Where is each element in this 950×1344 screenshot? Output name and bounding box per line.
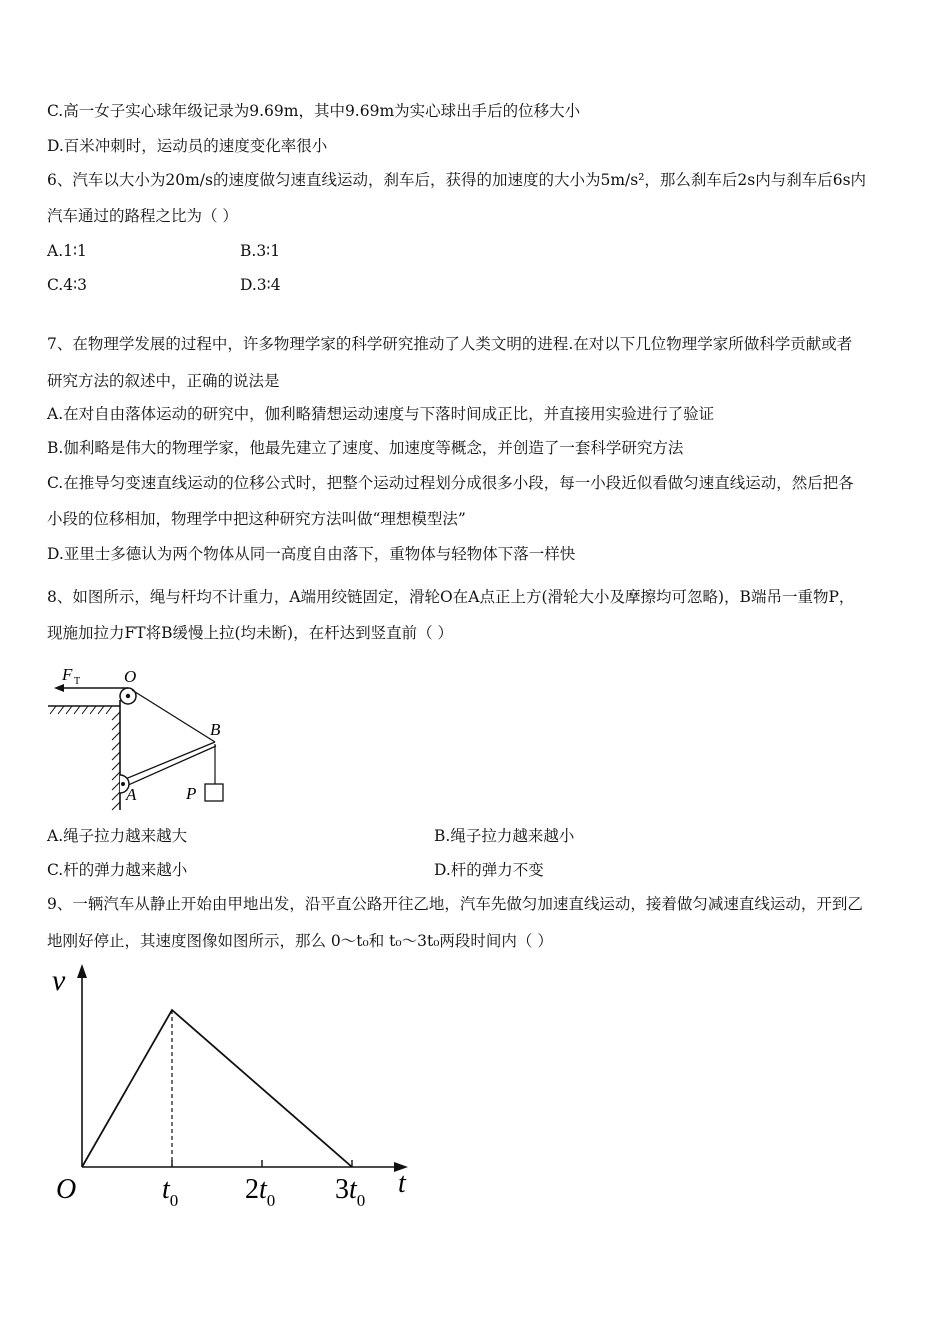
q9-stem-line1: 9、一辆汽车从静止开始由甲地出发，沿平直公路开往乙地，汽车先做匀加速直线运动，接着做匀减速直线运动，开到乙 [47, 895, 863, 913]
q6-stem-line2: 汽车通过的路程之比为（ ） [47, 207, 238, 225]
velocity-series-line [82, 1010, 352, 1167]
q8-option-b: B.绳子拉力越来越小 [434, 827, 575, 845]
y-axis-label: v [52, 964, 66, 997]
weight-p [205, 784, 223, 801]
x-tick-label-3t0: $3t_0$ [335, 1174, 366, 1210]
y-axis-arrow [77, 964, 87, 978]
q8-stem-line1: 8、如图所示，绳与杆均不计重力，A端用绞链固定，滑轮O在A点正上方(滑轮大小及摩擦均可忽略)，B端吊一重物P， [47, 588, 855, 606]
q8-option-a: A.绳子拉力越来越大 [47, 827, 188, 845]
q9-velocity-time-chart [40, 960, 420, 1220]
q6-option-d: D.3∶4 [240, 276, 281, 294]
label-p: P [186, 784, 197, 803]
q7-option-d: D.亚里士多德认为两个物体从同一高度自由落下，重物体与轻物体下落一样快 [47, 545, 576, 563]
q7-option-c-line1: C.在推导匀变速直线运动的位移公式时，把整个运动过程划分成很多小段，每一小段近似看做匀速直线运动，然后把各 [47, 474, 854, 492]
q8-option-d: D.杆的弹力不变 [434, 861, 544, 879]
q6-stem-line1: 6、汽车以大小为20m/s的速度做匀速直线运动，刹车后，获得的加速度的大小为5m/s²，那么刹车后2s内与刹车后6s内 [47, 171, 867, 189]
label-a: A [126, 785, 137, 804]
x-tick-label-2t0: $2t_0$ [245, 1174, 276, 1210]
q7-option-b: B.伽利略是伟大的物理学家，他最先建立了速度、加速度等概念，并创造了一套科学研究方法 [47, 439, 684, 457]
label-ft: F [62, 665, 73, 684]
x-tick-label-t0: $t_0$ [162, 1174, 179, 1210]
q7-stem-line1: 7、在物理学发展的过程中，许多物理学家的科学研究推动了人类文明的进程.在对以下几位物理学家所做科学贡献或者 [47, 335, 853, 353]
label-b: B [210, 720, 221, 739]
q8-pulley-rod-figure [40, 660, 240, 815]
q8-option-c: C.杆的弹力越来越小 [47, 861, 188, 879]
x-axis-label: t [398, 1168, 406, 1199]
q6-option-c: C.4∶3 [47, 276, 87, 294]
q5-option-c: C.高一女子实心球年级记录为9.69m，其中9.69m为实心球出手后的位移大小 [47, 102, 581, 120]
q7-option-c-line2: 小段的位移相加，物理学中把这种研究方法叫做“理想模型法” [47, 510, 466, 528]
label-ft-sub: T [74, 676, 81, 687]
label-o: O [124, 667, 137, 686]
q7-option-a: A.在对自由落体运动的研究中，伽利略猜想运动速度与下落时间成正比，并直接用实验进行了验证 [47, 405, 715, 423]
q6-option-b: B.3∶1 [240, 242, 281, 260]
q9-stem-line2: 地刚好停止，其速度图像如图所示，那么 0～t₀和 t₀～3t₀两段时间内（ ） [47, 932, 553, 950]
origin-label: O [56, 1174, 77, 1205]
q7-stem-line2: 研究方法的叙述中，正确的说法是 [47, 372, 280, 390]
q6-option-a: A.1∶1 [47, 242, 87, 260]
q5-option-d: D.百米冲刺时，运动员的速度变化率很小 [47, 137, 328, 155]
q8-stem-line2: 现施加拉力FT将B缓慢上拉(均未断)，在杆达到竖直前（ ） [47, 624, 454, 642]
